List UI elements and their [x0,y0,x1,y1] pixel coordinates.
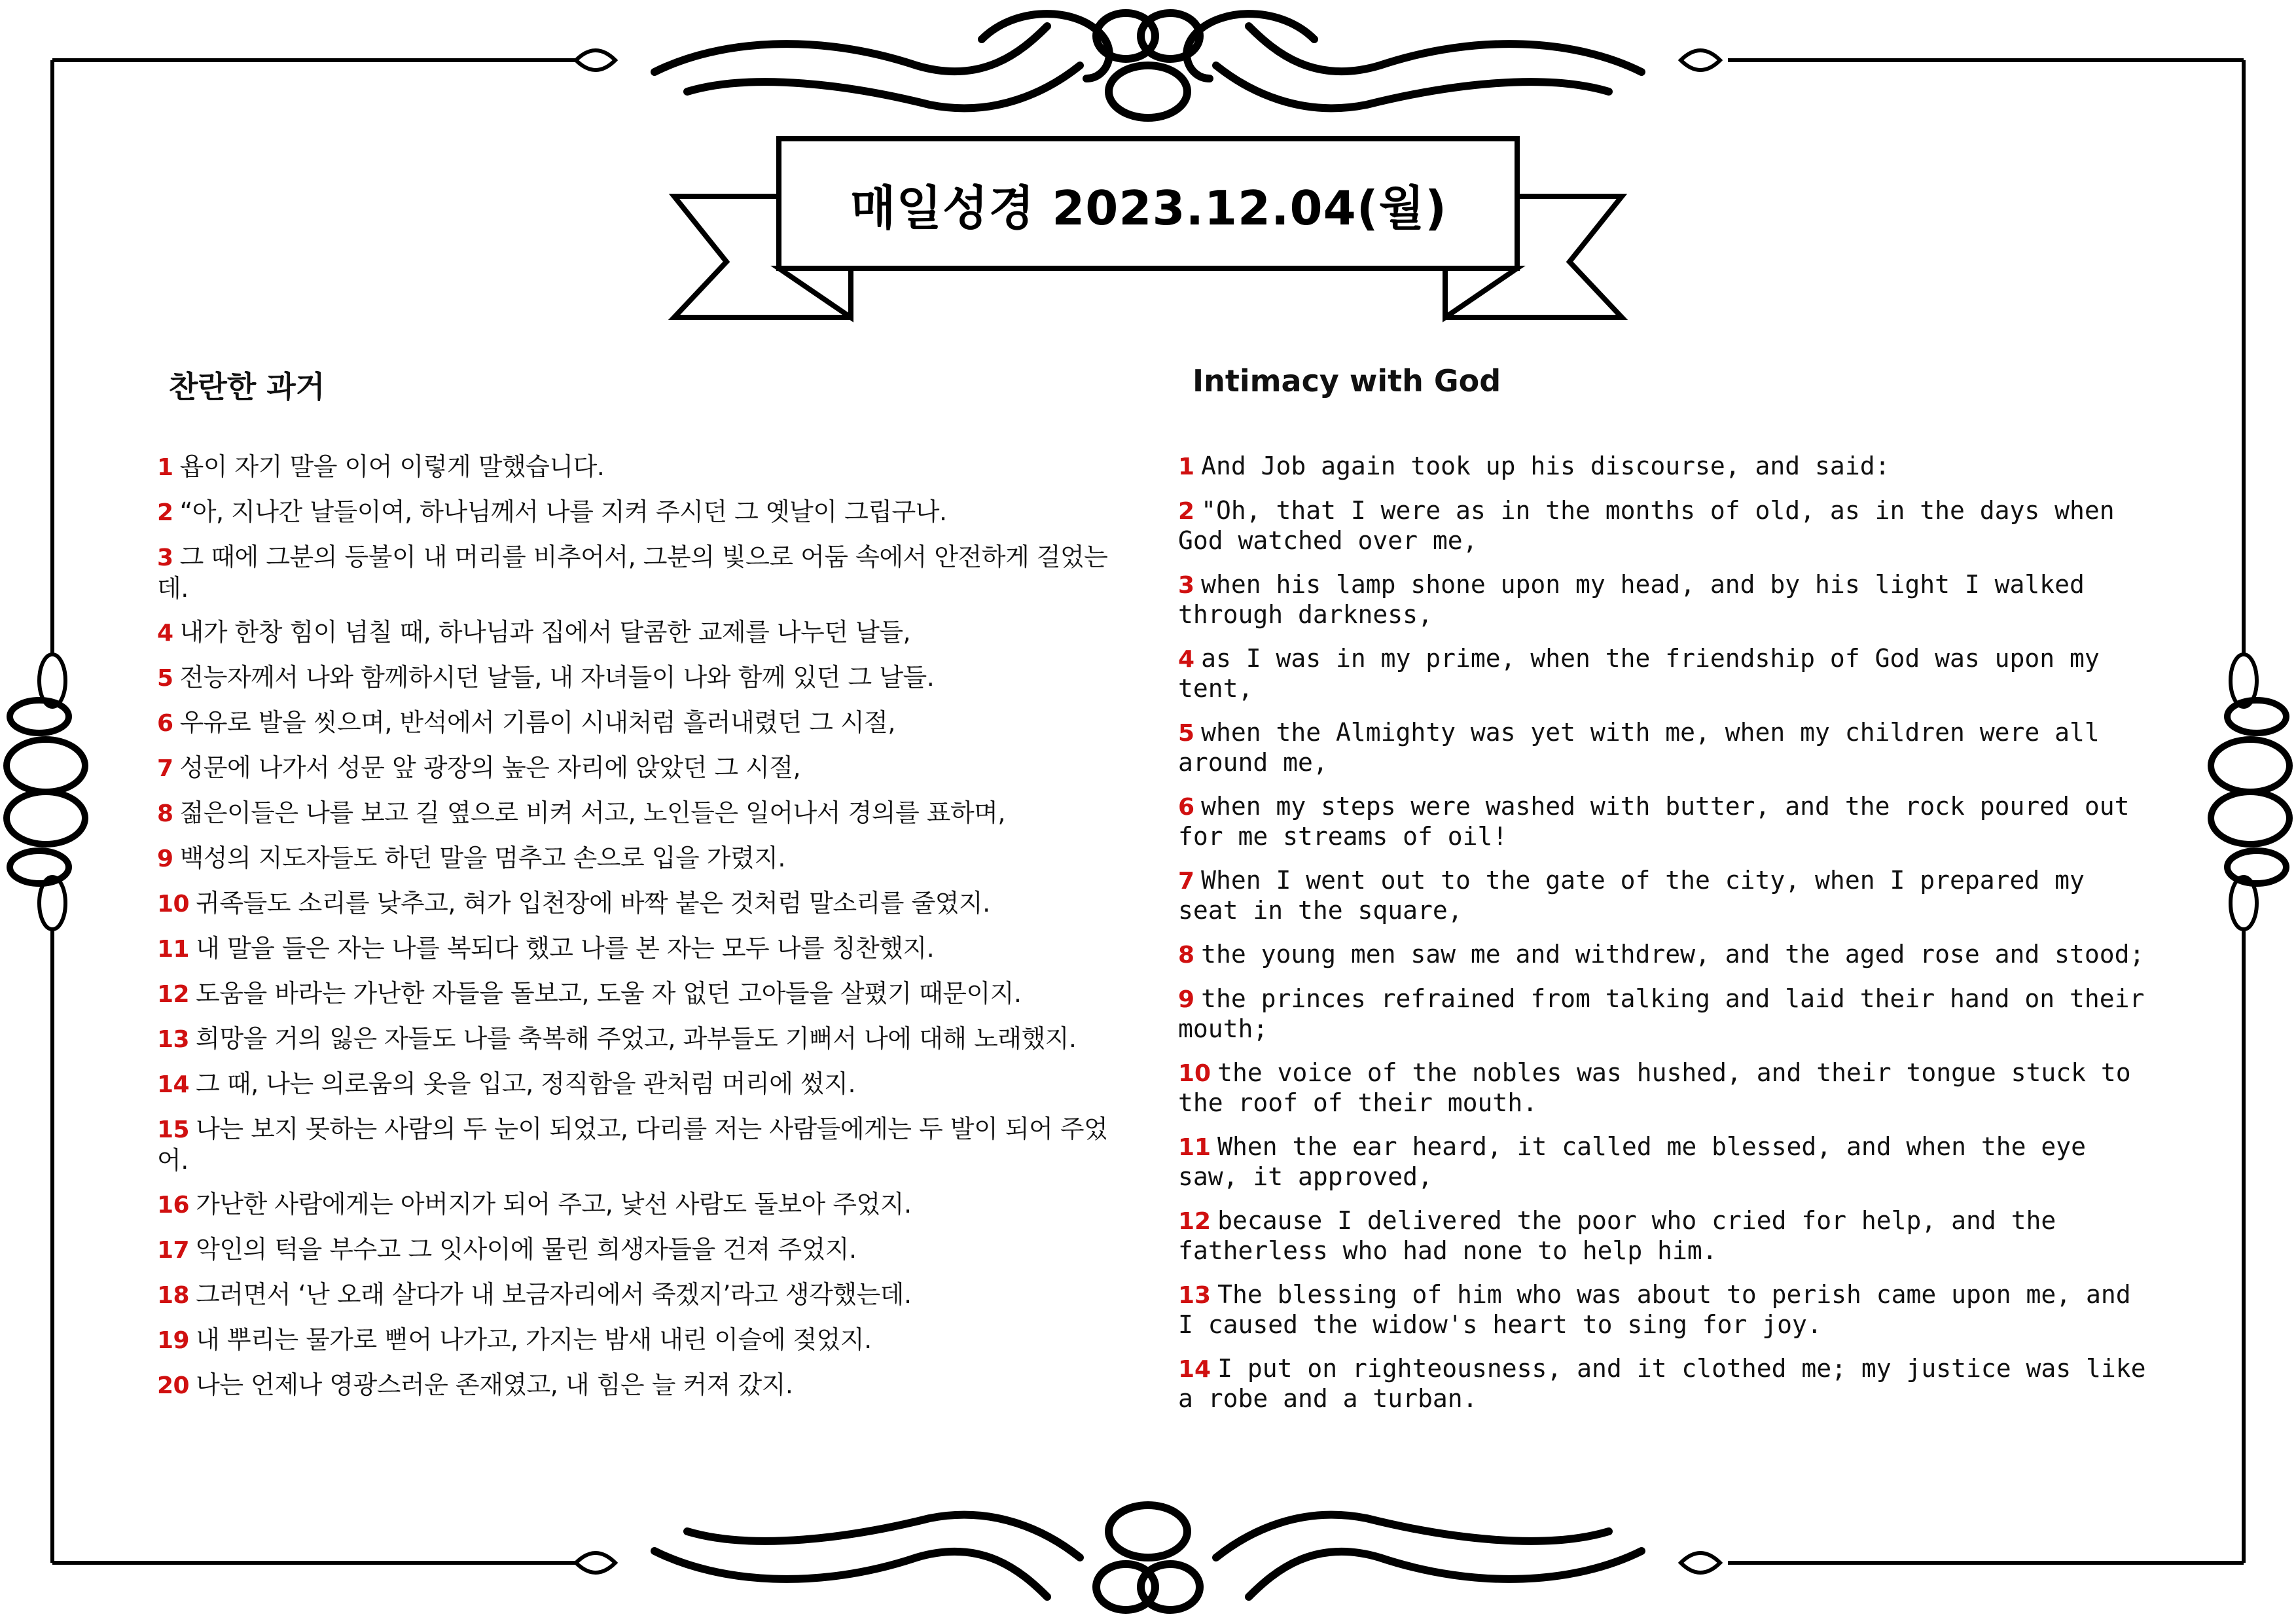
verse-number: 4 [1178,646,1195,673]
verse-ko [157,452,1139,483]
verse-number: 16 [157,1192,190,1219]
verse-text: 성문에 나가서 성문 앞 광장의 높은 자리에 앉았던 그 시절, [179,753,801,782]
verse-number: 8 [157,800,173,827]
verse-text: the young men saw me and withdrew, and the aged rose and stood; [1201,940,2145,969]
verse-text: 나는 언제나 영광스러운 존재였고, 내 힘은 늘 커져 갔지. [196,1370,793,1399]
verse-number: 19 [157,1327,190,1354]
verse-en [1178,1058,2147,1118]
verse-ko [157,542,1139,603]
verse-ko [157,1069,1139,1100]
verse-number: 3 [157,544,173,571]
verse-ko [157,1234,1139,1266]
verse-text: when my steps were washed with butter, and the rock poured out for me streams of oil! [1178,792,2130,851]
verse-text: 귀족들도 소리를 낮추고, 혀가 입천장에 바짝 붙은 것처럼 말소리를 줄였지. [196,889,990,918]
verse-text: 백성의 지도자들도 하던 말을 멈추고 손으로 입을 가렸지. [179,844,785,872]
verse-text: 희망을 거의 잃은 자들도 나를 축복해 주었고, 과부들도 기뻐서 나에 대해 노래했지. [196,1024,1077,1053]
verse-text: 그 때에 그분의 등불이 내 머리를 비추어서, 그분의 빛으로 어둠 속에서 안전하게 걸었는데. [157,543,1108,603]
verse-text: 내가 한창 힘이 넘칠 때, 하나님과 집에서 달콤한 교제를 나누던 날들, [179,618,911,647]
verse-number: 13 [1178,1282,1211,1309]
verse-text: when the Almighty was yet with me, when my children were all around me, [1178,718,2100,777]
verse-text: 도움을 바라는 가난한 자들을 돌보고, 도울 자 없던 고아들을 살폈기 때문이지. [196,979,1022,1008]
verse-number: 12 [1178,1208,1211,1235]
verse-text: because I delivered the poor who cried for help, and the fatherless who had none to help him. [1178,1206,2056,1265]
verse-en [1178,644,2147,704]
verse-en [1178,866,2147,925]
verse-number: 2 [1178,498,1195,525]
verse-text: 가난한 사람에게는 아버지가 되어 주고, 낯선 사람도 돌보아 주었지. [196,1190,912,1219]
verse-ko [157,662,1139,694]
verse-en [1178,792,2147,851]
verse-text: And Job again took up his discourse, and said: [1201,452,1890,480]
verse-ko [157,798,1139,829]
bottom-scroll-ornament [576,1505,1720,1610]
verse-ko [157,1325,1139,1356]
verse-number: 14 [157,1071,190,1098]
english-section-title: Intimacy with God [1193,363,1501,399]
verse-en [1178,940,2147,970]
verse-text: 전능자께서 나와 함께하시던 날들, 내 자녀들이 나와 함께 있던 그 날들. [179,663,935,692]
verse-number: 15 [157,1116,190,1143]
korean-verse-list [157,452,1139,1415]
verse-number: 20 [157,1372,190,1399]
verse-en [1178,984,2147,1044]
verse-number: 10 [1178,1060,1211,1087]
verse-number: 14 [1178,1356,1211,1383]
verse-text: as I was in my prime, when the friendship of God was upon my tent, [1178,644,2100,703]
verse-ko [157,617,1139,649]
verse-number: 8 [1178,942,1195,969]
verse-number: 1 [157,454,173,481]
right-side-ornament [2211,654,2289,929]
verse-number: 10 [157,891,190,918]
verse-ko [157,497,1139,528]
verse-number: 6 [157,710,173,737]
page-title: 매일성경 2023.12.04(월) [850,181,1448,236]
verse-text: 나는 보지 못하는 사람의 두 눈이 되었고, 다리를 저는 사람들에게는 두 발이 되어 주었어. [157,1115,1108,1175]
verse-text: When the ear heard, it called me blessed, and when the eye saw, it approved, [1178,1132,2087,1191]
verse-ko [157,1279,1139,1311]
verse-en [1178,452,2147,482]
verse-en [1178,1132,2147,1192]
verse-number: 7 [1178,868,1195,895]
verse-ko [157,1024,1139,1055]
verse-number: 5 [157,665,173,692]
verse-number: 11 [1178,1134,1211,1161]
verse-text: when his lamp shone upon my head, and by his light I walked through darkness, [1178,570,2085,629]
verse-en [1178,1280,2147,1340]
verse-ko [157,843,1139,874]
english-verse-list [1178,452,2147,1428]
verse-text: 젊은이들은 나를 보고 길 옆으로 비켜 서고, 노인들은 일어나서 경의를 표하며, [179,798,1005,827]
verse-ko [157,1189,1139,1221]
verse-text: “아, 지나간 날들이여, 하나님께서 나를 지켜 주시던 그 옛날이 그립구나. [179,497,947,526]
verse-text: the princes refrained from talking and laid their hand on their mouth; [1178,984,2145,1043]
verse-en [1178,1206,2147,1266]
verse-ko [157,978,1139,1010]
verse-number: 18 [157,1282,190,1309]
verse-en [1178,1354,2147,1414]
verse-ko [157,707,1139,739]
verse-number: 9 [157,846,173,872]
verse-text: 그 때, 나는 의로움의 옷을 입고, 정직함을 관처럼 머리에 썼지. [196,1069,856,1098]
left-side-ornament [7,654,85,929]
verse-ko [157,1114,1139,1175]
verse-text: "Oh, that I were as in the months of old, as in the days when God watched over me, [1178,496,2115,555]
verse-number: 12 [157,981,190,1008]
verse-number: 5 [1178,720,1195,747]
verse-number: 17 [157,1237,190,1264]
verse-number: 7 [157,755,173,782]
verse-en [1178,496,2147,556]
verse-text: 우유로 발을 씻으며, 반석에서 기름이 시내처럼 흘러내렸던 그 시절, [179,708,895,737]
verse-text: I put on righteousness, and it clothed me; my justice was like a robe and a turban. [1178,1354,2146,1413]
verse-en [1178,718,2147,777]
verse-number: 2 [157,499,173,526]
verse-text: 악인의 턱을 부수고 그 잇사이에 물린 희생자들을 건져 주었지. [196,1235,857,1264]
verse-text: 욥이 자기 말을 이어 이렇게 말했습니다. [179,452,605,481]
verse-text: 내 말을 들은 자는 나를 복되다 했고 나를 본 자는 모두 나를 칭찬했지. [196,934,935,963]
verse-ko [157,933,1139,965]
verse-ko [157,888,1139,919]
korean-section-title: 찬란한 과거 [169,369,325,404]
verse-number: 11 [157,936,190,963]
verse-text: 그러면서 ‘난 오래 살다가 내 보금자리에서 죽겠지’라고 생각했는데. [196,1280,912,1309]
verse-number: 1 [1178,454,1195,480]
verse-number: 3 [1178,572,1195,599]
verse-text: 내 뿌리는 물가로 뻗어 나가고, 가지는 밤새 내린 이슬에 젖었지. [196,1325,872,1354]
verse-text: The blessing of him who was about to perish came upon me, and I caused the widow's heart to sing for joy. [1178,1280,2131,1339]
verse-text: the voice of the nobles was hushed, and their tongue stuck to the roof of their mouth. [1178,1058,2131,1117]
verse-text: When I went out to the gate of the city, when I prepared my seat in the square, [1178,866,2085,925]
verse-en [1178,570,2147,630]
verse-number: 13 [157,1026,190,1053]
verse-number: 4 [157,620,173,647]
verse-number: 9 [1178,986,1195,1013]
verse-number: 6 [1178,794,1195,821]
verse-ko [157,753,1139,784]
verse-ko [157,1370,1139,1401]
